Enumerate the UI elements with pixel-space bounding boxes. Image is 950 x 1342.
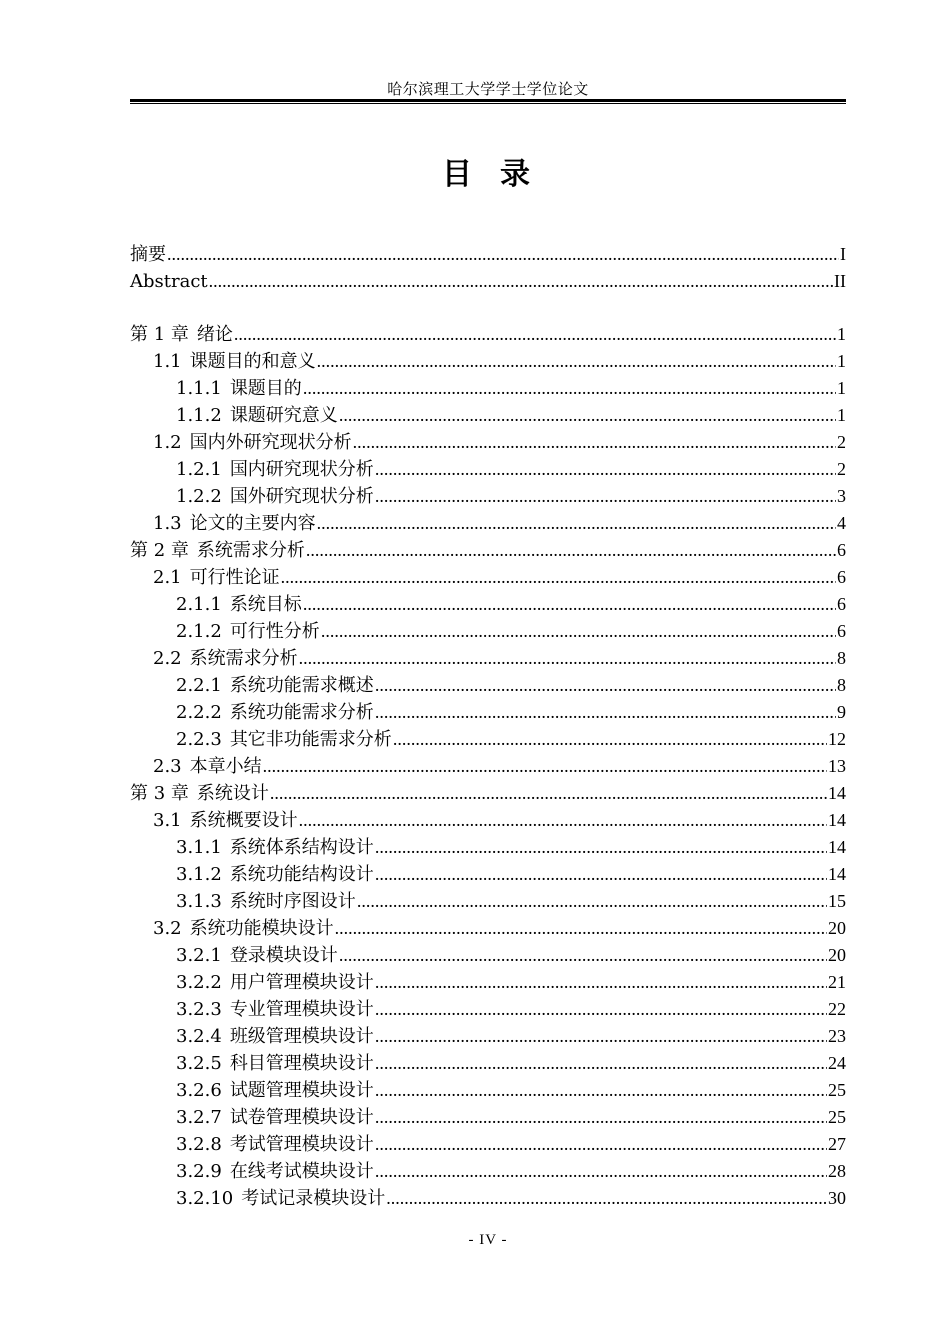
toc-dot-leader xyxy=(375,1050,827,1077)
toc-entry-label xyxy=(153,915,334,942)
toc-entry-label xyxy=(176,726,392,753)
toc-entry[interactable] xyxy=(130,268,846,295)
toc-entry[interactable] xyxy=(176,834,846,861)
toc-entry[interactable] xyxy=(130,321,846,348)
toc-entry-page: 1 xyxy=(837,351,846,371)
toc-dot-leader xyxy=(375,672,836,699)
page-title xyxy=(130,150,846,200)
toc-entry-label xyxy=(130,241,166,268)
toc-entry-number: 1.1 xyxy=(153,351,182,372)
toc-entry-label xyxy=(176,402,338,429)
toc-entry-label xyxy=(176,1104,374,1131)
toc-entry[interactable] xyxy=(153,807,846,834)
toc-entry[interactable] xyxy=(176,456,846,483)
toc-entry-title: 在线考试模块设计 xyxy=(229,1161,374,1182)
toc-entry-number: 2.1.1 xyxy=(176,594,222,615)
toc-entry-label xyxy=(176,1077,374,1104)
toc-entry[interactable] xyxy=(176,375,846,402)
toc-entry-number: 3.2.1 xyxy=(176,945,222,966)
toc-dot-leader xyxy=(375,1158,827,1185)
toc-entry-label xyxy=(176,1023,374,1050)
toc-entry[interactable] xyxy=(176,1104,846,1131)
toc-entry-page: 15 xyxy=(828,891,846,911)
toc-entry-label xyxy=(176,1158,374,1185)
toc-dot-leader xyxy=(317,510,836,537)
toc-entry-number: 第 2 章 xyxy=(130,540,189,561)
toc-dot-leader xyxy=(375,834,827,861)
toc-entry-title: 系统功能需求分析 xyxy=(229,702,374,723)
toc-entry-title: 试题管理模块设计 xyxy=(229,1080,374,1101)
toc-entry-number: 3.2.2 xyxy=(176,972,222,993)
toc-entry-number: 2.3 xyxy=(153,756,182,777)
toc-entry-page: II xyxy=(834,271,846,291)
toc-entry-page: 14 xyxy=(828,810,846,830)
toc-dot-leader xyxy=(375,1077,827,1104)
toc-entry-number: 3.2.7 xyxy=(176,1107,222,1128)
toc-entry-number: 3.2.5 xyxy=(176,1053,222,1074)
toc-entry-title: 系统设计 xyxy=(196,783,269,804)
toc-entry[interactable] xyxy=(176,1185,846,1212)
toc-dot-leader xyxy=(353,429,836,456)
toc-entry-title: 课题研究意义 xyxy=(229,405,338,426)
toc-entry[interactable] xyxy=(176,672,846,699)
toc-entry-page: 14 xyxy=(828,783,846,803)
toc-entry-number: 1.2.2 xyxy=(176,486,222,507)
toc-entry-title: 摘要 xyxy=(130,244,166,265)
toc-entry-number: 第 1 章 xyxy=(130,324,189,345)
toc-entry-title: 可行性论证 xyxy=(189,567,280,588)
toc-entry-label xyxy=(130,780,269,807)
toc-entry-title: Abstract xyxy=(130,271,208,292)
toc-entry-title: 课题目的和意义 xyxy=(189,351,316,372)
toc-entry-page: 1 xyxy=(837,324,846,344)
toc-entry-page: 8 xyxy=(837,675,846,695)
toc-entry-label xyxy=(176,483,374,510)
toc-entry-page: 28 xyxy=(828,1161,846,1181)
toc-entry[interactable] xyxy=(153,564,846,591)
toc-entry-title: 系统功能结构设计 xyxy=(229,864,374,885)
toc-dot-leader xyxy=(393,726,827,753)
toc-entry-title: 国外研究现状分析 xyxy=(229,486,374,507)
toc-dot-leader xyxy=(321,618,836,645)
toc-entry-page: 3 xyxy=(837,486,846,506)
toc-entry-number: 第 3 章 xyxy=(130,783,189,804)
toc-entry[interactable] xyxy=(153,753,846,780)
page-number: - IV - xyxy=(468,1232,508,1248)
toc-entry-label xyxy=(153,645,298,672)
toc-entry-number: 2.2 xyxy=(153,648,182,669)
toc-dot-leader xyxy=(270,780,827,807)
toc-entry-label xyxy=(176,672,374,699)
toc-entry-page: 6 xyxy=(837,567,846,587)
toc-entry-title: 国内外研究现状分析 xyxy=(189,432,352,453)
toc-entry[interactable] xyxy=(153,429,846,456)
toc-entry-title: 课题目的 xyxy=(229,378,302,399)
toc-entry-page: 21 xyxy=(828,972,846,992)
toc-entry-label xyxy=(176,1185,385,1212)
toc-entry-label xyxy=(176,591,302,618)
toc-entry-number: 2.2.3 xyxy=(176,729,222,750)
toc-entry-title: 国内研究现状分析 xyxy=(229,459,374,480)
toc-dot-leader xyxy=(299,807,827,834)
toc-entry-label xyxy=(176,699,374,726)
toc-entry-title: 论文的主要内容 xyxy=(189,513,316,534)
toc-entry-title: 可行性分析 xyxy=(229,621,320,642)
toc-entry-page: 8 xyxy=(837,648,846,668)
toc-entry-title: 用户管理模块设计 xyxy=(229,972,374,993)
toc-entry-label xyxy=(176,996,374,1023)
toc-entry-number: 3.2.9 xyxy=(176,1161,222,1182)
toc-dot-leader xyxy=(317,348,836,375)
toc-entry-page: I xyxy=(840,244,846,264)
toc-entry[interactable] xyxy=(130,241,846,268)
toc-entry-label xyxy=(153,348,316,375)
toc-entry-label xyxy=(153,564,280,591)
toc-dot-leader xyxy=(306,537,836,564)
toc-entry-page: 14 xyxy=(828,864,846,884)
toc-entry-number: 3.2.6 xyxy=(176,1080,222,1101)
toc-entry-label xyxy=(176,834,374,861)
running-header: 哈尔滨理工大学学士学位论文 xyxy=(387,80,589,98)
toc-entry-number: 3.1.3 xyxy=(176,891,222,912)
toc-entry-number: 1.2 xyxy=(153,432,182,453)
toc-entry-page: 22 xyxy=(828,999,846,1019)
toc-dot-leader xyxy=(375,969,827,996)
toc-entry-number: 3.1 xyxy=(153,810,182,831)
toc-dot-leader xyxy=(303,375,836,402)
toc-entry-title: 系统时序图设计 xyxy=(229,891,356,912)
toc-dot-leader xyxy=(375,456,836,483)
toc-entry-number: 2.2.2 xyxy=(176,702,222,723)
toc-entry[interactable] xyxy=(176,969,846,996)
toc-entry-title: 系统功能模块设计 xyxy=(189,918,334,939)
toc-entry-page: 24 xyxy=(828,1053,846,1073)
toc-entry-label xyxy=(153,429,352,456)
toc-dot-leader xyxy=(375,996,827,1023)
toc-dot-leader xyxy=(303,591,836,618)
toc-entry-title: 本章小结 xyxy=(189,756,262,777)
toc-dot-leader xyxy=(375,483,836,510)
toc-dot-leader xyxy=(234,321,836,348)
toc-entry[interactable] xyxy=(176,699,846,726)
toc-entry-label xyxy=(176,618,320,645)
toc-entry-page: 13 xyxy=(828,756,846,776)
toc-entry-number: 3.2.3 xyxy=(176,999,222,1020)
toc-entry-label xyxy=(176,456,374,483)
toc-entry[interactable] xyxy=(176,1050,846,1077)
toc-entry-title: 系统体系结构设计 xyxy=(229,837,374,858)
toc-entry-title: 其它非功能需求分析 xyxy=(229,729,392,750)
toc-entry-label xyxy=(176,888,356,915)
toc-entry-number: 2.2.1 xyxy=(176,675,222,696)
toc-entry-number: 3.2.8 xyxy=(176,1134,222,1155)
toc-entry[interactable] xyxy=(130,780,846,807)
toc-entry[interactable] xyxy=(176,618,846,645)
toc-entry-number: 1.1.2 xyxy=(176,405,222,426)
header-rule xyxy=(130,99,846,104)
toc-entry-number: 3.2 xyxy=(153,918,182,939)
toc-entry-label xyxy=(130,321,233,348)
toc-dot-leader xyxy=(386,1185,827,1212)
toc-entry[interactable] xyxy=(176,1131,846,1158)
toc-entry-number: 3.1.1 xyxy=(176,837,222,858)
toc-entry-title: 班级管理模块设计 xyxy=(229,1026,374,1047)
toc-entry-page: 2 xyxy=(837,432,846,452)
toc-entry-page: 1 xyxy=(837,378,846,398)
toc-entry[interactable] xyxy=(153,915,846,942)
toc-entry-page: 12 xyxy=(828,729,846,749)
toc-entry[interactable] xyxy=(130,537,846,564)
toc-entry-label xyxy=(130,537,305,564)
toc-entry-label xyxy=(176,1050,374,1077)
toc-entry-page: 6 xyxy=(837,540,846,560)
toc-entry-title: 科目管理模块设计 xyxy=(229,1053,374,1074)
toc-dot-leader xyxy=(357,888,827,915)
toc-entry-title: 试卷管理模块设计 xyxy=(229,1107,374,1128)
toc-entry-page: 1 xyxy=(837,405,846,425)
toc-entry-page: 20 xyxy=(828,945,846,965)
toc-entry-label xyxy=(130,268,208,295)
toc-entry[interactable] xyxy=(176,996,846,1023)
title-char-1: 目 xyxy=(442,157,476,192)
toc-entry-title: 专业管理模块设计 xyxy=(229,999,374,1020)
toc-entry-page: 14 xyxy=(828,837,846,857)
toc-entry[interactable] xyxy=(176,942,846,969)
toc-entry[interactable] xyxy=(176,861,846,888)
toc-entry[interactable] xyxy=(176,1158,846,1185)
toc-entry[interactable] xyxy=(176,1077,846,1104)
toc-entry[interactable] xyxy=(176,726,846,753)
toc-entry-page: 4 xyxy=(837,513,846,533)
toc-dot-leader xyxy=(375,699,836,726)
toc-entry-number: 2.1 xyxy=(153,567,182,588)
toc-entry-label xyxy=(153,510,316,537)
toc-dot-leader xyxy=(375,861,827,888)
toc-dot-leader xyxy=(167,241,839,268)
toc-entry[interactable] xyxy=(153,645,846,672)
toc-entry-page: 23 xyxy=(828,1026,846,1046)
toc-dot-leader xyxy=(339,402,836,429)
toc-dot-leader xyxy=(375,1104,827,1131)
toc-entry[interactable] xyxy=(153,510,846,537)
toc-entry-title: 系统需求分析 xyxy=(189,648,298,669)
toc-entry-page: 6 xyxy=(837,594,846,614)
toc-entry[interactable] xyxy=(153,348,846,375)
toc-entry-page: 6 xyxy=(837,621,846,641)
toc-entry-title: 系统功能需求概述 xyxy=(229,675,374,696)
toc-entry-title: 考试记录模块设计 xyxy=(241,1188,386,1209)
toc-entry-title: 绪论 xyxy=(196,324,233,345)
toc-entry-number: 3.2.4 xyxy=(176,1026,222,1047)
toc-dot-leader xyxy=(335,915,827,942)
title-char-2: 录 xyxy=(500,157,534,192)
toc-entry-page: 27 xyxy=(828,1134,846,1154)
toc-dot-leader xyxy=(209,268,833,295)
toc-entry[interactable] xyxy=(176,1023,846,1050)
toc-entry-label xyxy=(153,753,262,780)
toc-entry-number: 3.2.10 xyxy=(176,1188,234,1209)
toc-entry-title: 系统目标 xyxy=(229,594,302,615)
toc-entry-label xyxy=(176,861,374,888)
toc-entry-title: 考试管理模块设计 xyxy=(229,1134,374,1155)
toc-entry-title: 登录模块设计 xyxy=(229,945,338,966)
toc-entry-title: 系统需求分析 xyxy=(196,540,305,561)
toc-entry[interactable] xyxy=(176,402,846,429)
toc-dot-leader xyxy=(375,1023,827,1050)
toc-entry-page: 25 xyxy=(828,1107,846,1127)
toc-entry[interactable] xyxy=(176,888,846,915)
toc-dot-leader xyxy=(281,564,836,591)
toc-entry-number: 1.2.1 xyxy=(176,459,222,480)
toc-entry-number: 1.1.1 xyxy=(176,378,222,399)
toc-dot-leader xyxy=(263,753,827,780)
toc-entry-label xyxy=(153,807,298,834)
toc-entry-label xyxy=(176,375,302,402)
toc-dot-leader xyxy=(339,942,827,969)
toc-entry-page: 30 xyxy=(828,1188,846,1208)
toc-entry-label xyxy=(176,969,374,996)
toc-entry-page: 20 xyxy=(828,918,846,938)
toc-entry[interactable] xyxy=(176,591,846,618)
toc-entry-label xyxy=(176,942,338,969)
toc-entry-label xyxy=(176,1131,374,1158)
toc-dot-leader xyxy=(299,645,836,672)
toc-entry-page: 2 xyxy=(837,459,846,479)
toc-entry[interactable] xyxy=(176,483,846,510)
toc-entry-number: 2.1.2 xyxy=(176,621,222,642)
toc-dot-leader xyxy=(375,1131,827,1158)
toc-entry-number: 1.3 xyxy=(153,513,182,534)
toc-entry-page: 9 xyxy=(837,702,846,722)
toc-entry-title: 系统概要设计 xyxy=(189,810,298,831)
toc-entry-number: 3.1.2 xyxy=(176,864,222,885)
toc-entry-page: 25 xyxy=(828,1080,846,1100)
